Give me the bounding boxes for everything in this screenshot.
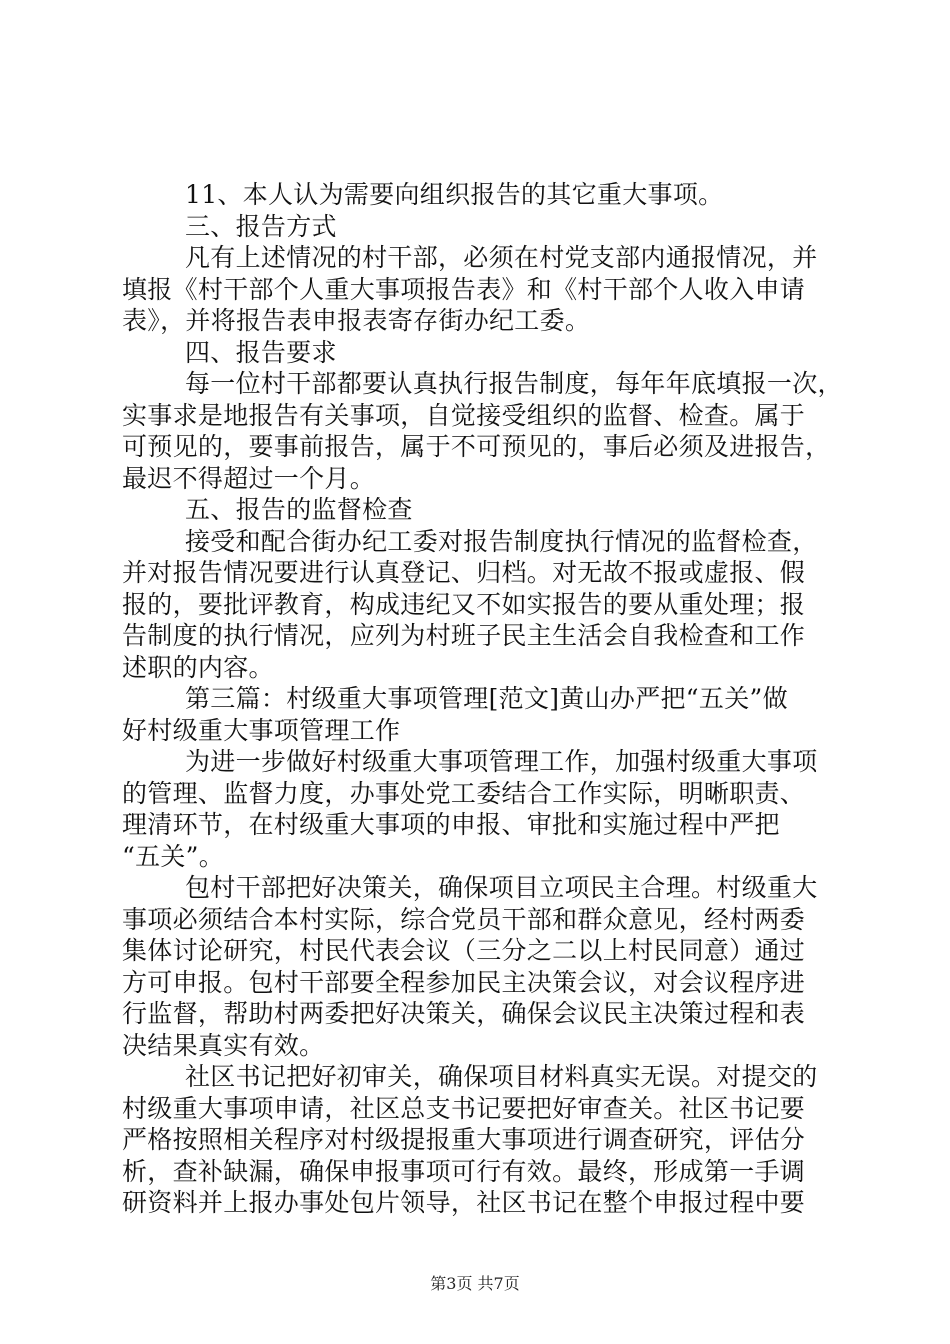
text-line: 并对报告情况要进行认真登记、归档。对无故不报或虚报、假 — [122, 558, 806, 587]
text-line: 方可申报。包村干部要全程参加民主决策会议，对会议程序进 — [122, 967, 806, 997]
text-line: 可预见的，要事前报告，属于不可预见的，事后必须及进报告， — [122, 432, 831, 461]
text-line: 包村干部把好决策关，确保项目立项民主合理。村级重大 — [185, 873, 818, 902]
text-line: 社区书记把好初审关，确保项目材料真实无误。对提交的 — [185, 1062, 818, 1091]
text-line: 每一位村干部都要认真执行报告制度，每年年底填报一次， — [185, 369, 843, 398]
text-line: 的管理、监督力度，办事处党工委结合工作实际，明晰职责、 — [122, 778, 806, 808]
text-line-last: 研资料并上报办事处包片领导，社区书记在整个申报过程中要 — [122, 1188, 806, 1217]
text-line: 集体讨论研究，村民代表会议（三分之二以上村民同意）通过 — [122, 936, 806, 965]
text-line: 报的，要批评教育，构成违纪又不如实报告的要从重处理；报 — [122, 589, 806, 619]
text-line: 述职的内容。 — [122, 652, 274, 682]
text-line: 告制度的执行情况，应列为村班子民主生活会自我检查和工作 — [122, 621, 806, 650]
text-line: 最迟不得超过一个月。 — [122, 463, 376, 493]
section-heading: 四、报告要求 — [185, 337, 337, 367]
text-line: 为进一步做好村级重大事项管理工作，加强村级重大事项 — [185, 747, 818, 776]
text-line: 事项必须结合本村实际，综合党员干部和群众意见，经村两委 — [122, 904, 806, 934]
text-line: 理清环节，在村级重大事项的申报、审批和实施过程中严把 — [122, 810, 780, 839]
section-heading: 三、报告方式 — [185, 211, 337, 241]
text-line: 凡有上述情况的村干部，必须在村党支部内通报情况，并 — [185, 243, 818, 272]
text-line: 严格按照相关程序对村级提报重大事项进行调查研究，评估分 — [122, 1125, 806, 1154]
text-line: “五关”。 — [122, 841, 225, 871]
text-line: 实事求是地报告有关事项，自觉接受组织的监督、检查。属于 — [122, 400, 806, 430]
text-line: 11、本人认为需要向组织报告的其它重大事项。 — [185, 180, 724, 209]
section-heading: 五、报告的监督检查 — [185, 495, 413, 524]
text-line: 接受和配合街办纪工委对报告制度执行情况的监督检查， — [185, 526, 818, 556]
text-line: 决结果真实有效。 — [122, 1030, 325, 1060]
article-title: 好村级重大事项管理工作 — [122, 715, 401, 745]
text-line: 行监督，帮助村两委把好决策关，确保会议民主决策过程和表 — [122, 999, 806, 1028]
text-line: 析，查补缺漏，确保申报事项可行有效。最终，形成第一手调 — [122, 1156, 806, 1186]
text-line: 村级重大事项申请，社区总支书记要把好审查关。社区书记要 — [122, 1093, 806, 1123]
text-line: 表》，并将报告表申报表寄存街办纪工委。 — [122, 306, 591, 335]
text-line: 填报《村干部个人重大事项报告表》和《村干部个人收入申请 — [122, 274, 806, 304]
article-title: 第三篇：村级重大事项管理[范文]黄山办严把“五关”做 — [185, 684, 788, 713]
page-number-footer: 第3页 共7页 — [430, 1274, 520, 1293]
